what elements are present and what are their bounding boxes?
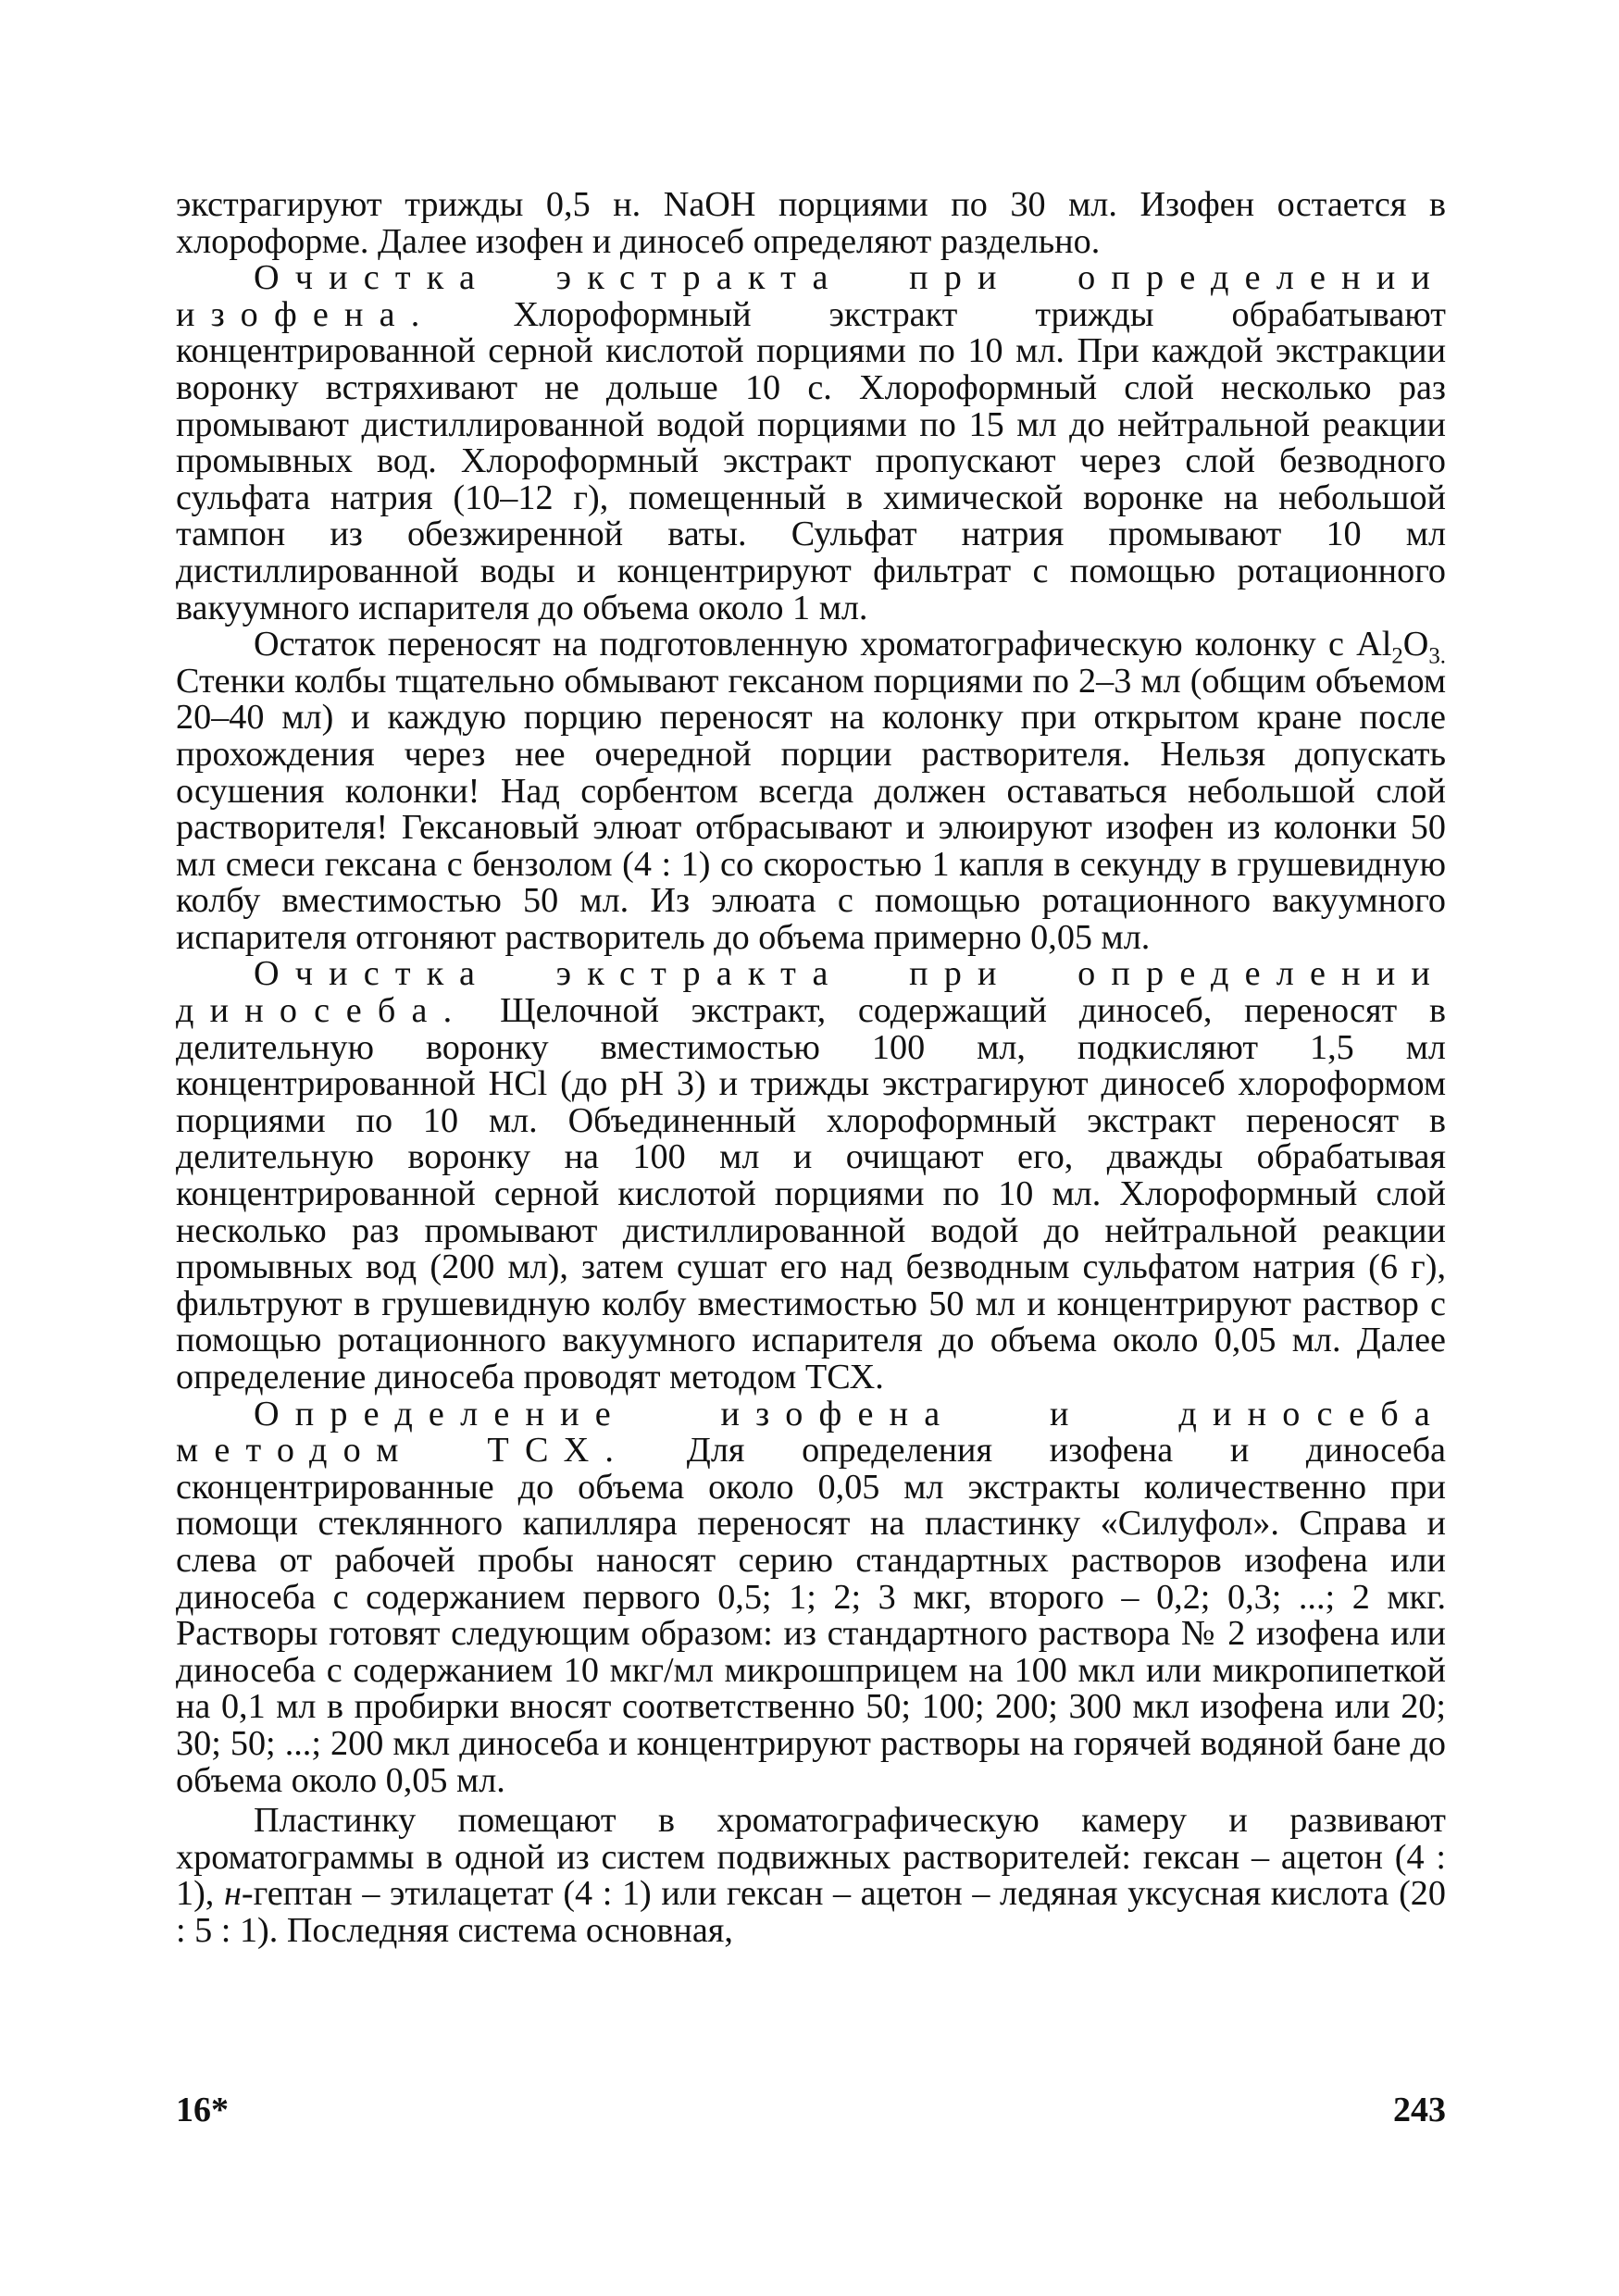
paragraph-chromatography [176, 1803, 1446, 1949]
signature-mark: 16* [176, 2091, 229, 2129]
italic-n: н [223, 1874, 242, 1914]
section-heading-isofen-cleanup: Очистка экстракта при определении изофена. [176, 258, 1446, 334]
paragraph-text: Стенки колбы тщательно обмывают гексаном порциями по 2–3 мл (общим объемом 20–40 мл) и каждую порцию переносят на колонку при открытом кране после прохождения через нее очередной порции растворителя. Нельзя допускать осушения колонки! Над сорбентом всегда должен оставаться небольшой слой растворителя! Гексановый элюат отбрасывают и элюируют изофен из колонки 50 мл смеси гексана с бензолом (4 : 1) со скоростью 1 капля в секунду в грушевидную колбу вместимостью 50 мл. Из элюата с помощью ротационного вакуумного испарителя отгоняют растворитель до объема примерно 0,05 мл. [176, 661, 1446, 957]
section-heading-tlc: Определение изофена и диносеба методом ТСХ. [176, 1394, 1446, 1471]
paragraph-text: Щелочной экстракт, содержащий диносеб, переносят в делительную воронку вместимостью 100 мл, подкисляют 1,5 мл концентрированной HCl (до pH 3) и трижды экстрагируют диносеб хлороформом порциями по 10 мл. Объединенный хлороформный экстракт переносят в делительную воронку на 100 мл и очищают его, дважды обрабатывая концентрированной серной кислотой порциями по 10 мл. Хлороформный слой несколько раз промывают дистиллированной водой до нейтральной реакции промывных вод (200 мл), затем сушат его над безводным сульфатом натрия (6 г), фильтруют в грушевидную колбу вместимостью 50 мл и концентрируют раствор с помощью ротационного вакуумного испарителя до объема около 0,05 мл. Далее определение диносеба проводят методом ТСХ. [176, 991, 1446, 1396]
subscript-3: 3. [1428, 643, 1446, 669]
paragraph-text-start: Остаток переносят на подготовленную хроматографическую колонку с Al [254, 625, 1392, 664]
paragraph-tlc-determination [176, 1396, 1446, 1800]
paragraph-text: -гептан – этилацетат (4 : 1) или гексан – ацетон – ледяная уксусная кислота (20 : 5 : 1). Последняя система основная, [176, 1874, 1446, 1950]
paragraph-text: Хлороформный экстракт трижды обрабатывают концентрированной серной кислотой порциями по 10 мл. При каждой экстракции воронку встряхивают не дольше 10 с. Хлороформный слой несколько раз промывают дистиллированной водой порциями по 15 мл до нейтральной реакции промывных вод. Хлороформный экстракт пропускают через слой безводного сульфата натрия (10–12 г), помещенный в химической воронке на небольшой тампон из обезжиренной ваты. Сульфат натрия промывают 10 мл дистиллированной воды и концентрируют фильтрат с помощью ротационного вакуумного испарителя до объема около 1 мл. [176, 294, 1446, 627]
page-body [176, 187, 1446, 1950]
paragraph-column [176, 627, 1446, 956]
page-number: 243 [1393, 2091, 1446, 2129]
subscript-2: 2 [1391, 643, 1403, 669]
paragraph-isofen-cleanup [176, 260, 1446, 627]
paragraph-continuation [176, 187, 1446, 260]
paragraph-text: Для определения изофена и диносеба сконцентрированные до объема около 0,05 мл экстракты количественно при помощи стеклянного капилляра переносят на пластинку «Силуфол». Справа и слева от рабочей пробы наносят серию стандартных растворов изофена или диносеба с содержанием первого 0,5; 1; 2; 3 мкг, второго – 0,2; 0,3; ...; 2 мкг. Растворы готовят следующим образом: из стандартного раствора № 2 изофена или диносеба с содержанием 10 мкг/мл микрошприцем на 100 мкл или микропипеткой на 0,1 мл в пробирки вносят соответственно 50; 100; 200; 300 мкл изофена или 20; 30; 50; ...; 200 мкл диносеба и концентрируют растворы на горячей водяной бане до объема около 0,05 мл. [176, 1431, 1447, 1800]
paragraph-text: экстрагируют трижды 0,5 н. NaOH порциями по 30 мл. Изофен остается в хлороформе. Далее изофен и диносеб определяют раздельно. [176, 185, 1446, 261]
formula-oxygen: O [1402, 625, 1429, 664]
section-heading-dinoseb-cleanup: Очистка экстракта при определении диносеба. [176, 954, 1446, 1031]
page-footer [176, 2090, 1446, 2134]
paragraph-dinoseb-cleanup [176, 956, 1446, 1396]
paragraph-text-start: Пластинку помещают в хроматографическую камеру и развивают хроматограммы в одной из систем подвижных растворителей: гексан – ацетон (4 : 1), [176, 1801, 1446, 1914]
